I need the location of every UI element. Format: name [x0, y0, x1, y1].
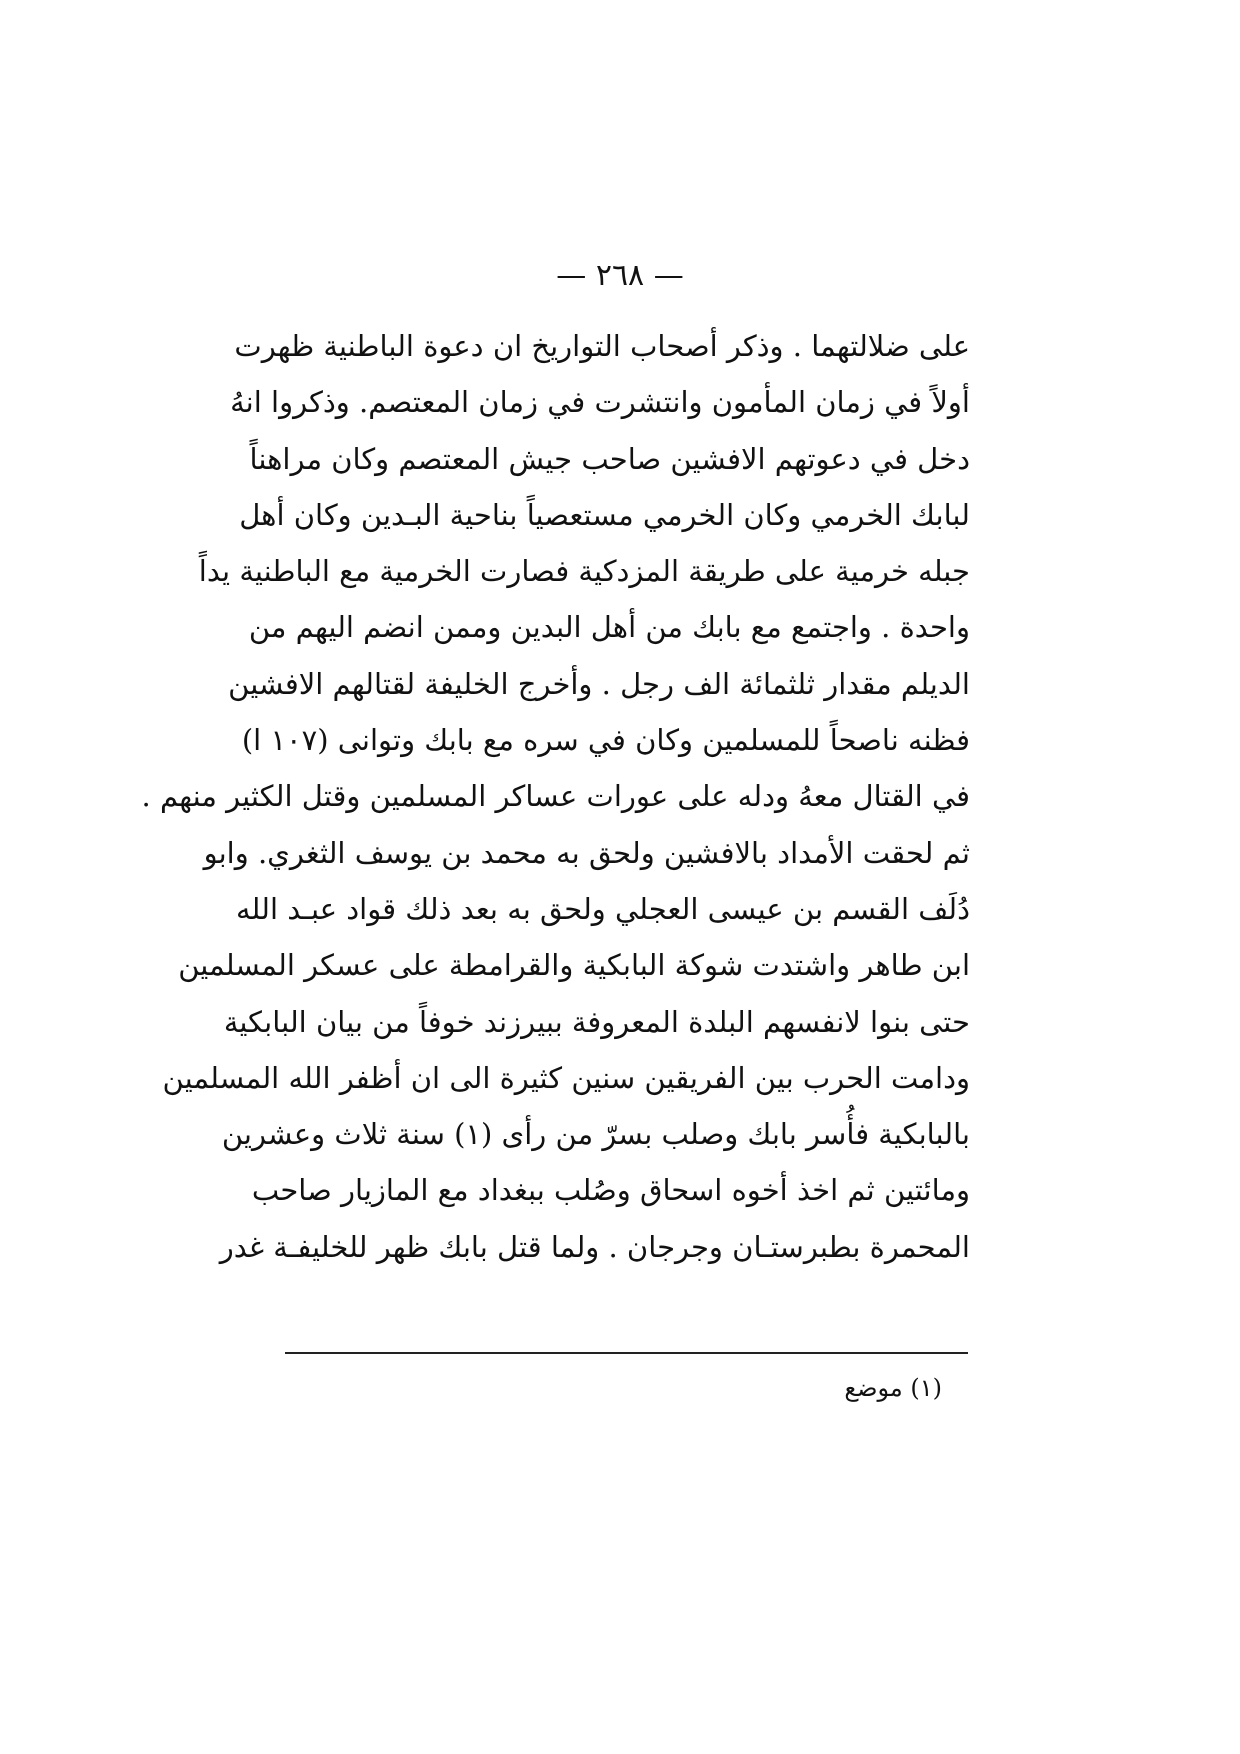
text-line: دُلَف القسم بن عيسى العجلي ولحق به بعد ذلك قواد عبـد الله [236, 891, 970, 926]
text-line: الديلم مقدار ثلثمائة الف رجل . وأخرج الخليفة لقتالهم الافشين [228, 666, 970, 701]
text-line: ودامت الحرب بين الفريقين سنين كثيرة الى ان أظفر الله المسلمين [162, 1060, 970, 1095]
text-line: ثم لحقت الأمداد بالافشين ولحق به محمد بن يوسف الثغري. وابو [203, 835, 970, 870]
text-line: واحدة . واجتمع مع بابك من أهل البدين وممن انضم اليهم من [248, 610, 970, 645]
text-line: فظنه ناصحاً للمسلمين وكان في سره مع بابك وتوانى (١٠٧ ا) [241, 723, 970, 758]
text-line: جبله خرمية على طريقة المزدكية فصارت الخرمية مع الباطنية يداً [198, 554, 970, 589]
text-line: ومائتين ثم اخذ أخوه اسحاق وصُلب ببغداد مع المازيار صاحب [251, 1173, 970, 1208]
text-line: أولاً في زمان المأمون وانتشرت في زمان المعتصم. وذكروا انهُ [230, 385, 970, 420]
text-line: المحمرة بطبرستـان وجرجان . ولما قتل بابك ظهر للخليفـة غدر [219, 1229, 970, 1264]
footnote: (١) موضع [844, 1374, 942, 1402]
footnote-divider [285, 1352, 968, 1354]
body-text [141, 318, 970, 1275]
text-line: بالبابكية فأُسر بابك وصلب بسرّ من رأى (١) سنة ثلاث وعشرين [221, 1117, 970, 1152]
text-line: على ضلالتهما . وذكر أصحاب التواريخ ان دعوة الباطنية ظهرت [234, 329, 970, 363]
text-line: دخل في دعوتهم الافشين صاحب جيش المعتصم وكان مراهناً [249, 441, 970, 476]
text-line: حتى بنوا لانفسهم البلدة المعروفة ببيرزند خوفاً من بيان البابكية [223, 1004, 970, 1039]
text-line: لبابك الخرمي وكان الخرمي مستعصياً بناحية البـدين وكان أهل [239, 497, 970, 532]
text-line: في القتال معهُ ودله على عورات عساكر المسلمين وقتل الكثير منهم . [141, 779, 970, 814]
text-line: ابن طاهر واشتدت شوكة البابكية والقرامطة على عسكر المسلمين [178, 948, 970, 983]
page-number: — ٢٦٨ — [556, 258, 684, 293]
